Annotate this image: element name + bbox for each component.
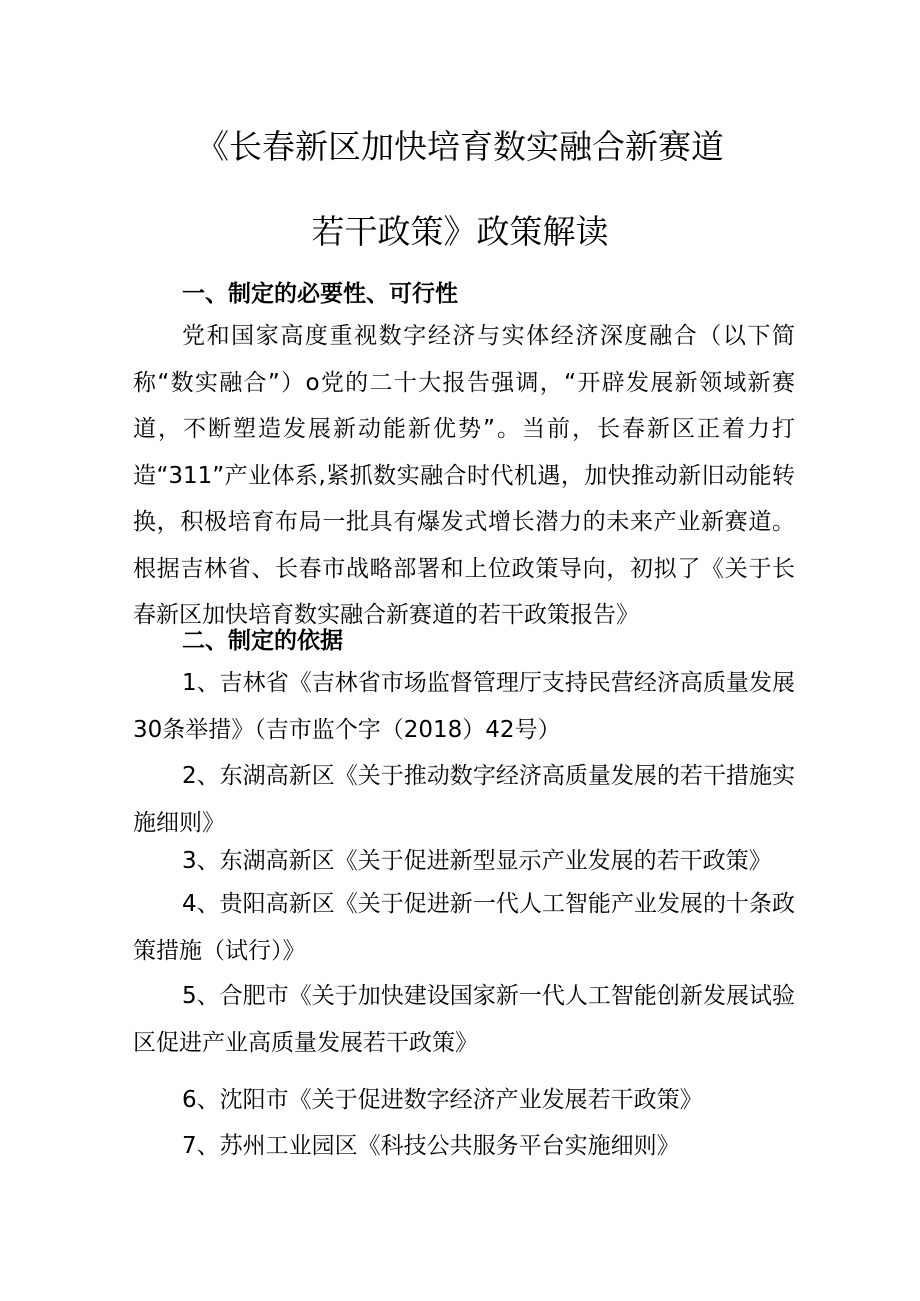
basis-item-2: 2、东湖高新区《关于推动数字经济高质量发展的若干措施实施细则》 [133, 763, 795, 836]
basis-item-5: 5、合肥市《关于加快建设国家新一代人工智能创新发展试验区促进产业高质量发展若干政策》 [133, 983, 795, 1056]
document-title-line-2: 若干政策》政策解读 [311, 212, 609, 251]
document-title-line-1: 《长春新区加快培育数实融合新赛道 [196, 127, 724, 166]
section-1-paragraph: 党和国家高度重视数字经济与实体经济深度融合（以下简称“数实融合”）o党的二十大报告强调，“开辟发展新领域新赛道，不断塑造发展新动能新优势”。当前，长春新区正着力打造“311”产业体系,紧抓数实融合时代机遇，加快推动新旧动能转换，积极培育布局一批具有爆发式增长潜力的未来产业新赛道。根据吉林省、长春市战略部署和上位政策导向，初拟了《关于长春新区加快培育数实融合新赛道的若干政策报告》 [133, 323, 795, 628]
basis-item-1: 1、吉林省《吉林省市场监督管理厅支持民营经济高质量发展30条举措》（吉市监个字（2018）42号） [133, 670, 795, 743]
basis-item-7: 7、苏州工业园区《科技公共服务平台实施细则》 [182, 1133, 680, 1159]
section-1-heading: 一、制定的必要性、可行性 [182, 281, 458, 307]
basis-item-4: 4、贵阳高新区《关于促进新一代人工智能产业发展的十条政策措施（试行）》 [133, 891, 795, 964]
basis-item-6: 6、沈阳市《关于促进数字经济产业发展若干政策》 [182, 1087, 703, 1113]
section-2-heading: 二、制定的依据 [182, 628, 343, 654]
basis-item-3: 3、东湖高新区《关于促进新型显示产业发展的若干政策》 [182, 848, 772, 874]
